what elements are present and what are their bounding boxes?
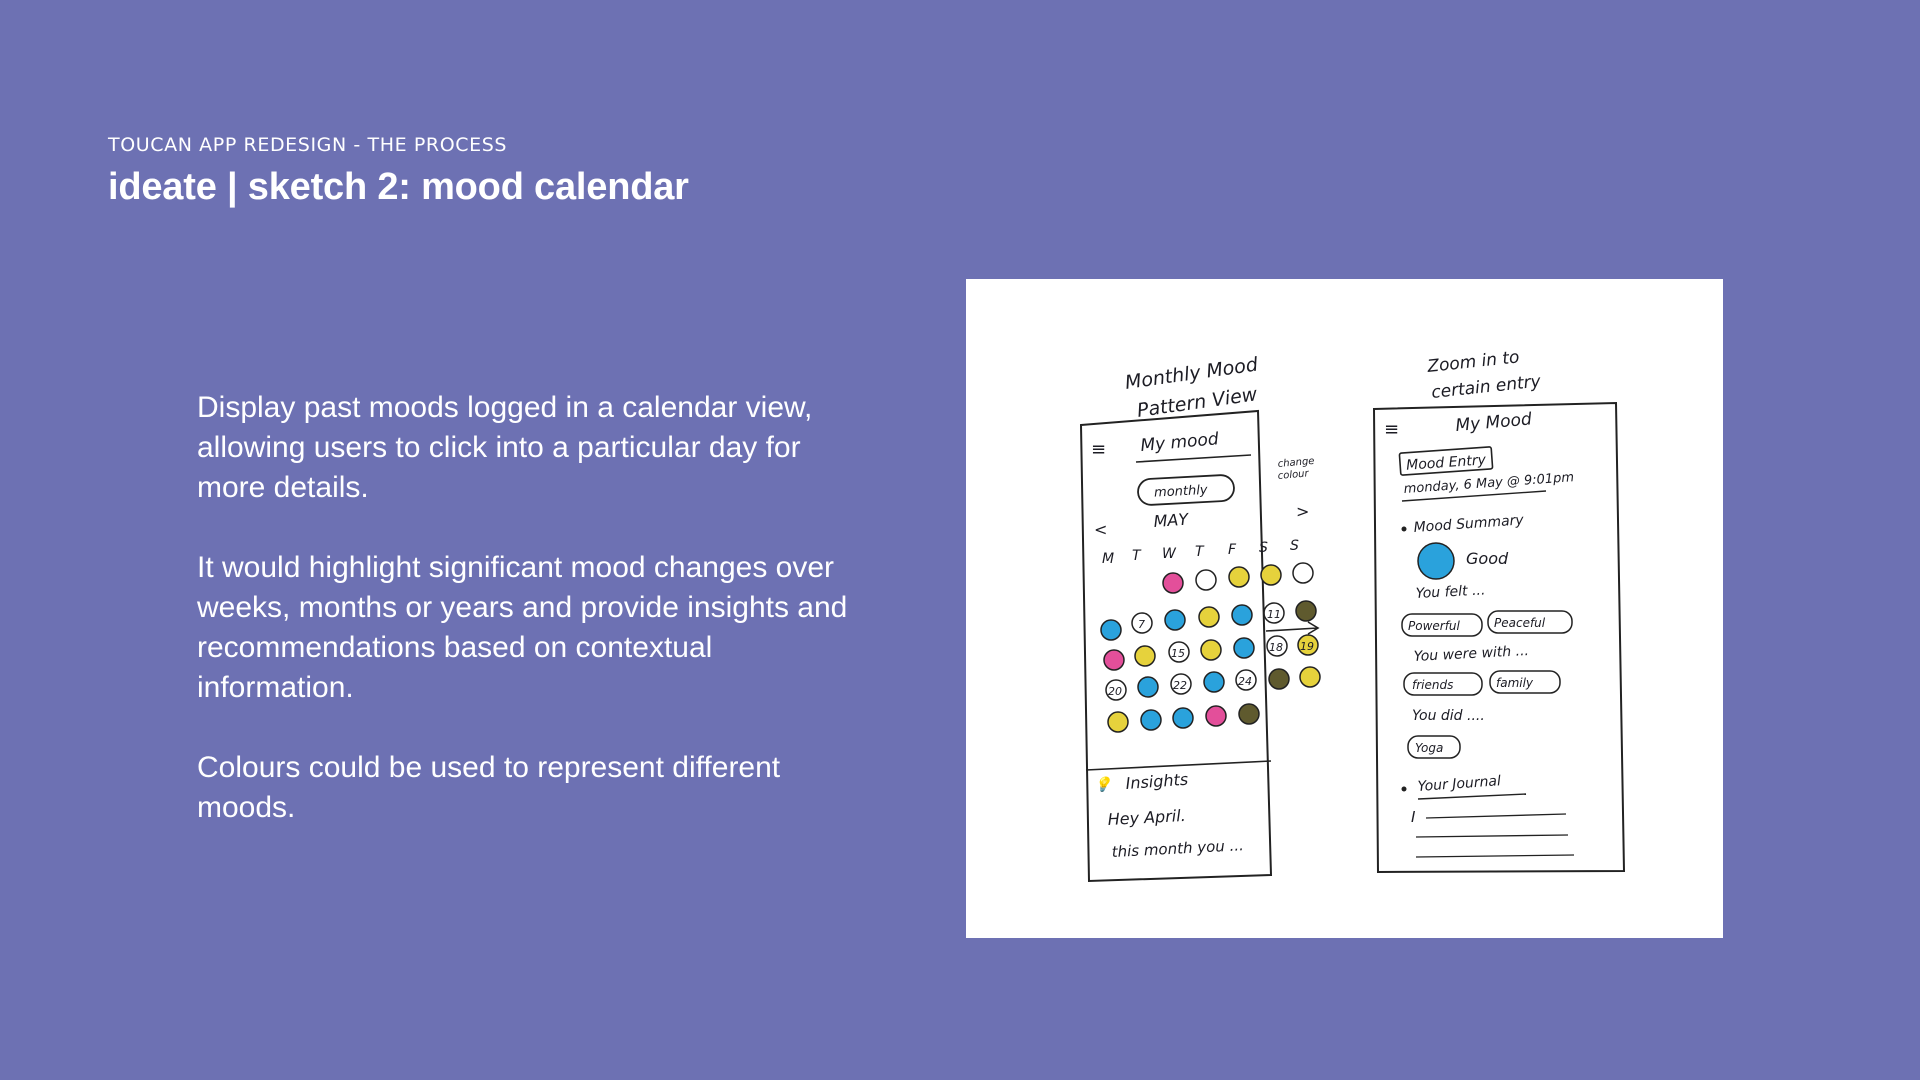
menu-icon: ≡ [1091, 439, 1107, 460]
bullet [1402, 527, 1407, 532]
mood-day [1261, 565, 1281, 585]
title-underline [1136, 455, 1251, 462]
weekday-label: F [1228, 542, 1237, 558]
mood-summary-label: Mood Summary [1413, 512, 1525, 536]
insights-line-2: this month you ... [1111, 836, 1245, 861]
day-number: 20 [1108, 685, 1122, 698]
right-caption-line-2: certain entry [1430, 371, 1542, 403]
weekday-label: S [1290, 538, 1299, 554]
mood-day [1234, 638, 1254, 658]
paragraph-3: Colours could be used to represent different moods. [197, 751, 781, 824]
mood-day [1108, 712, 1128, 732]
weekday-label: W [1162, 546, 1176, 562]
with-tag: family [1496, 676, 1534, 690]
journal-label: Your Journal [1417, 773, 1502, 795]
mood-day [1269, 669, 1289, 689]
entry-screen-title: My Mood [1454, 409, 1533, 436]
sketch-drawing [966, 279, 1723, 938]
change-colour-line-2: colour [1277, 468, 1310, 482]
left-caption-line-1: Monthly Mood [1123, 353, 1260, 394]
mood-day [1104, 650, 1124, 670]
month-label: MAY [1152, 509, 1189, 531]
day-number: 24 [1238, 675, 1252, 688]
mood-day [1101, 620, 1121, 640]
weekday-row [1102, 538, 1299, 567]
felt-tag: Powerful [1408, 619, 1460, 633]
mood-day [1141, 710, 1161, 730]
prev-month-icon: < [1094, 520, 1108, 539]
mood-day [1229, 567, 1249, 587]
insights-line-1: Hey April. [1107, 805, 1187, 829]
slide-title: ideate | sketch 2: mood calendar [108, 166, 689, 208]
bullet [1402, 787, 1407, 792]
day-number: 22 [1173, 679, 1187, 692]
calendar-screen-title: My mood [1139, 429, 1220, 456]
mood-day [1163, 573, 1183, 593]
paragraph-1: Display past moods logged in a calendar view, allowing users to click into a particular day for more details. [197, 391, 813, 504]
mood-day [1206, 706, 1226, 726]
day-number: 11 [1267, 608, 1281, 621]
day-number: 18 [1269, 641, 1283, 654]
mood-day [1135, 646, 1155, 666]
lightbulb-icon: 💡 [1094, 777, 1112, 793]
mood-day [1204, 672, 1224, 692]
mood-day [1296, 601, 1316, 621]
mood-day [1300, 667, 1320, 687]
next-month-icon: > [1296, 502, 1310, 521]
mood-day [1293, 563, 1313, 583]
felt-label: You felt ... [1415, 582, 1486, 602]
journal-lines [1416, 814, 1574, 857]
deck-eyebrow: TOUCAN APP REDESIGN - THE PROCESS [108, 134, 508, 156]
with-tag: friends [1412, 678, 1454, 692]
mood-day [1196, 570, 1216, 590]
entry-date: monday, 6 May @ 9:01pm [1403, 470, 1575, 497]
weekday-label: T [1132, 548, 1141, 564]
mood-day [1165, 610, 1185, 630]
weekday-label: M [1102, 551, 1115, 567]
change-colour-line-1: change [1277, 455, 1315, 470]
day-number: 15 [1171, 647, 1185, 660]
mood-day [1199, 607, 1219, 627]
with-label: You were with ... [1413, 642, 1530, 665]
monthly-toggle-label: monthly [1153, 482, 1208, 501]
mood-face-icon [1418, 543, 1454, 579]
mood-entry-label: Mood Entry [1405, 452, 1487, 474]
mood-day [1138, 677, 1158, 697]
journal-underline [1418, 794, 1526, 799]
menu-icon: ≡ [1384, 419, 1400, 440]
arrow-icon [1266, 622, 1318, 634]
mood-value: Good [1466, 549, 1509, 568]
did-tag: Yoga [1415, 741, 1444, 755]
mood-day [1239, 704, 1259, 724]
mood-calendar-grid [1101, 563, 1320, 732]
day-number: 7 [1138, 618, 1145, 631]
day-number: 19 [1300, 640, 1314, 653]
description-text [197, 388, 857, 868]
weekday-label: S [1259, 540, 1268, 556]
paragraph-2: It would highlight significant mood changes over weeks, months or years and provide insights and recommendations based on contextual information. [197, 551, 848, 704]
felt-tag: Peaceful [1494, 616, 1546, 630]
sketch-image [966, 279, 1723, 938]
mood-day [1201, 640, 1221, 660]
mood-day [1173, 708, 1193, 728]
journal-text: I [1411, 808, 1416, 826]
left-caption-line-2: Pattern View [1135, 383, 1259, 422]
did-label: You did .... [1412, 708, 1485, 724]
mood-day [1232, 605, 1252, 625]
weekday-label: T [1195, 544, 1204, 560]
insights-label: Insights [1124, 769, 1189, 793]
insights-divider [1086, 761, 1271, 770]
right-caption-line-1: Zoom in to [1426, 347, 1521, 377]
